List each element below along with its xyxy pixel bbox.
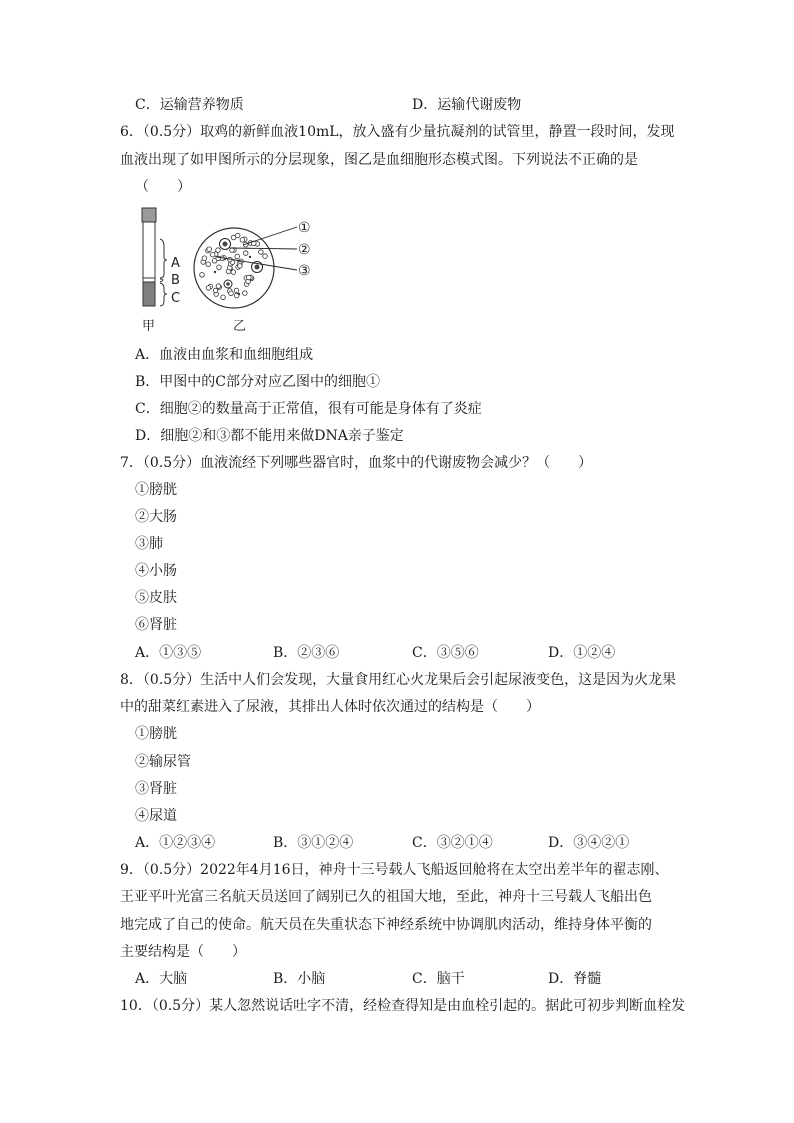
q10-stem-line1: 10．（0.5分）某人忽然说话吐字不清，经检查得知是由血栓引起的。据此可初步判断血栓发 [120,998,686,1014]
q6-option-c: C．细胞②的数量高于正常值，很有可能是身体有了炎症 [135,401,482,417]
red-blood-cell [202,256,207,261]
red-blood-cell [210,252,215,257]
q9-option-c: C．脑干 [412,971,465,987]
red-blood-cell [206,262,211,267]
red-blood-cell [206,286,211,291]
red-blood-cell [200,273,205,278]
q8-stem-line2: 中的甜菜红素进入了尿液，其排出人体时依次通过的结构是（ ） [120,699,540,715]
q7-item: ②大肠 [135,509,177,525]
q6-option-d: D．细胞②和③都不能用来做DNA亲子鉴定 [135,428,404,444]
q7-option-a: A．①③⑤ [135,645,202,661]
tube-label-c: C [171,291,181,306]
red-blood-cell [221,295,226,300]
q8-stem-line1: 8．（0.5分）生活中人们会发现，大量食用红心火龙果后会引起尿液变色，这是因为火龙果 [120,672,677,688]
white-blood-cell-nucleus [255,265,260,270]
brace-b [160,279,163,282]
red-blood-cell [217,265,222,270]
smear-caption: 乙 [233,319,247,334]
q7-item: ①膀胱 [135,482,177,498]
red-blood-cell [207,247,212,252]
q8-option-c: C．③②①④ [412,835,493,851]
q7-option-c: C．③⑤⑥ [412,645,479,661]
q7-item: ③肺 [135,536,163,552]
tube-caption: 甲 [142,319,156,334]
q6-figure [135,202,335,337]
q9-stem-line4: 主要结构是（ ） [120,944,246,960]
tube-layer-a [143,222,155,278]
q7-option-d: D．①②④ [548,645,616,661]
q6-option-a: A．血液由血浆和血细胞组成 [135,347,314,363]
tube-layer-c [143,282,155,306]
q6-stem-line2: 血液出现了如甲图所示的分层现象，图乙是血细胞形态模式图。下列说法不正确的是 [120,152,638,168]
red-blood-cell [216,284,221,289]
red-blood-cell [243,251,248,256]
brace-c [160,283,167,306]
red-blood-cell [234,288,239,293]
blood-smear-diagram [194,220,311,334]
tube-label-a: A [171,256,180,271]
q8-item: ②输尿管 [135,754,191,770]
q7-item: ⑥肾脏 [135,617,177,633]
q9-stem-line2: 王亚平叶光富三名航天员送回了阔别已久的祖国大地，至此，神舟十三号载人飞船出色 [120,889,652,905]
q8-option-a: A．①②③④ [135,835,216,851]
q7-stem-line1: 7．（0.5分）血液流经下列哪些器官时，血浆中的代谢废物会减少？（ ） [120,455,593,471]
q7-item: ④小肠 [135,563,177,579]
platelet [238,293,240,295]
white-blood-cell-nucleus [226,282,230,286]
q9-stem-line3: 地完成了自己的使命。航天员在失重状态下神经系统中协调肌肉活动，维持身体平衡的 [120,917,652,933]
red-blood-cell [240,238,245,243]
marker-3: ③ [298,263,311,279]
red-blood-cell [259,250,264,255]
white-blood-cell-nucleus [223,242,228,247]
q9-option-a: A．大脑 [135,971,188,987]
red-blood-cell [229,291,234,296]
q8-item: ①膀胱 [135,726,177,742]
q5-option-d: D．运输代谢废物 [412,97,522,113]
marker-2: ② [298,242,311,258]
red-blood-cell [247,275,252,280]
q8-option-d: D．③④②① [548,835,630,851]
q9-option-b: B．小脑 [273,971,326,987]
red-blood-cell [231,235,236,240]
tube-stopper [142,208,156,222]
q9-option-d: D．脊髓 [548,971,602,987]
q6-stem-line3: （ ） [135,179,191,195]
brace-a [160,239,167,278]
tube-layer-b [143,278,155,282]
red-blood-cell [243,291,248,296]
q6-option-b: B．甲图中的C部分对应乙图中的细胞① [135,374,380,390]
q8-item: ④尿道 [135,808,177,824]
q9-stem-line1: 9．（0.5分）2022年4月16日，神舟十三号载人飞船返回舱将在太空出差半年的翟志刚、 [120,862,669,878]
q7-item: ⑤皮肤 [135,590,177,606]
tube-label-b: B [171,273,180,288]
red-blood-cell [238,264,243,269]
red-blood-cell [235,254,240,259]
q7-option-b: B．②③⑥ [273,645,340,661]
q6-figure-svg [135,202,335,337]
red-blood-cell [213,288,218,293]
q6-stem-line1: 6．（0.5分）取鸡的新鲜血液10mL，放入盛有少量抗凝剂的试管里，静置一段时间，发现 [120,124,675,140]
red-blood-cell [263,254,268,259]
test-tube-diagram [142,208,180,334]
q8-item: ③肾脏 [135,781,177,797]
platelet [214,271,216,273]
platelet [249,256,251,258]
q8-option-b: B．③①②④ [273,835,354,851]
q5-option-c: C．运输营养物质 [135,97,244,113]
marker-1: ① [298,220,311,236]
